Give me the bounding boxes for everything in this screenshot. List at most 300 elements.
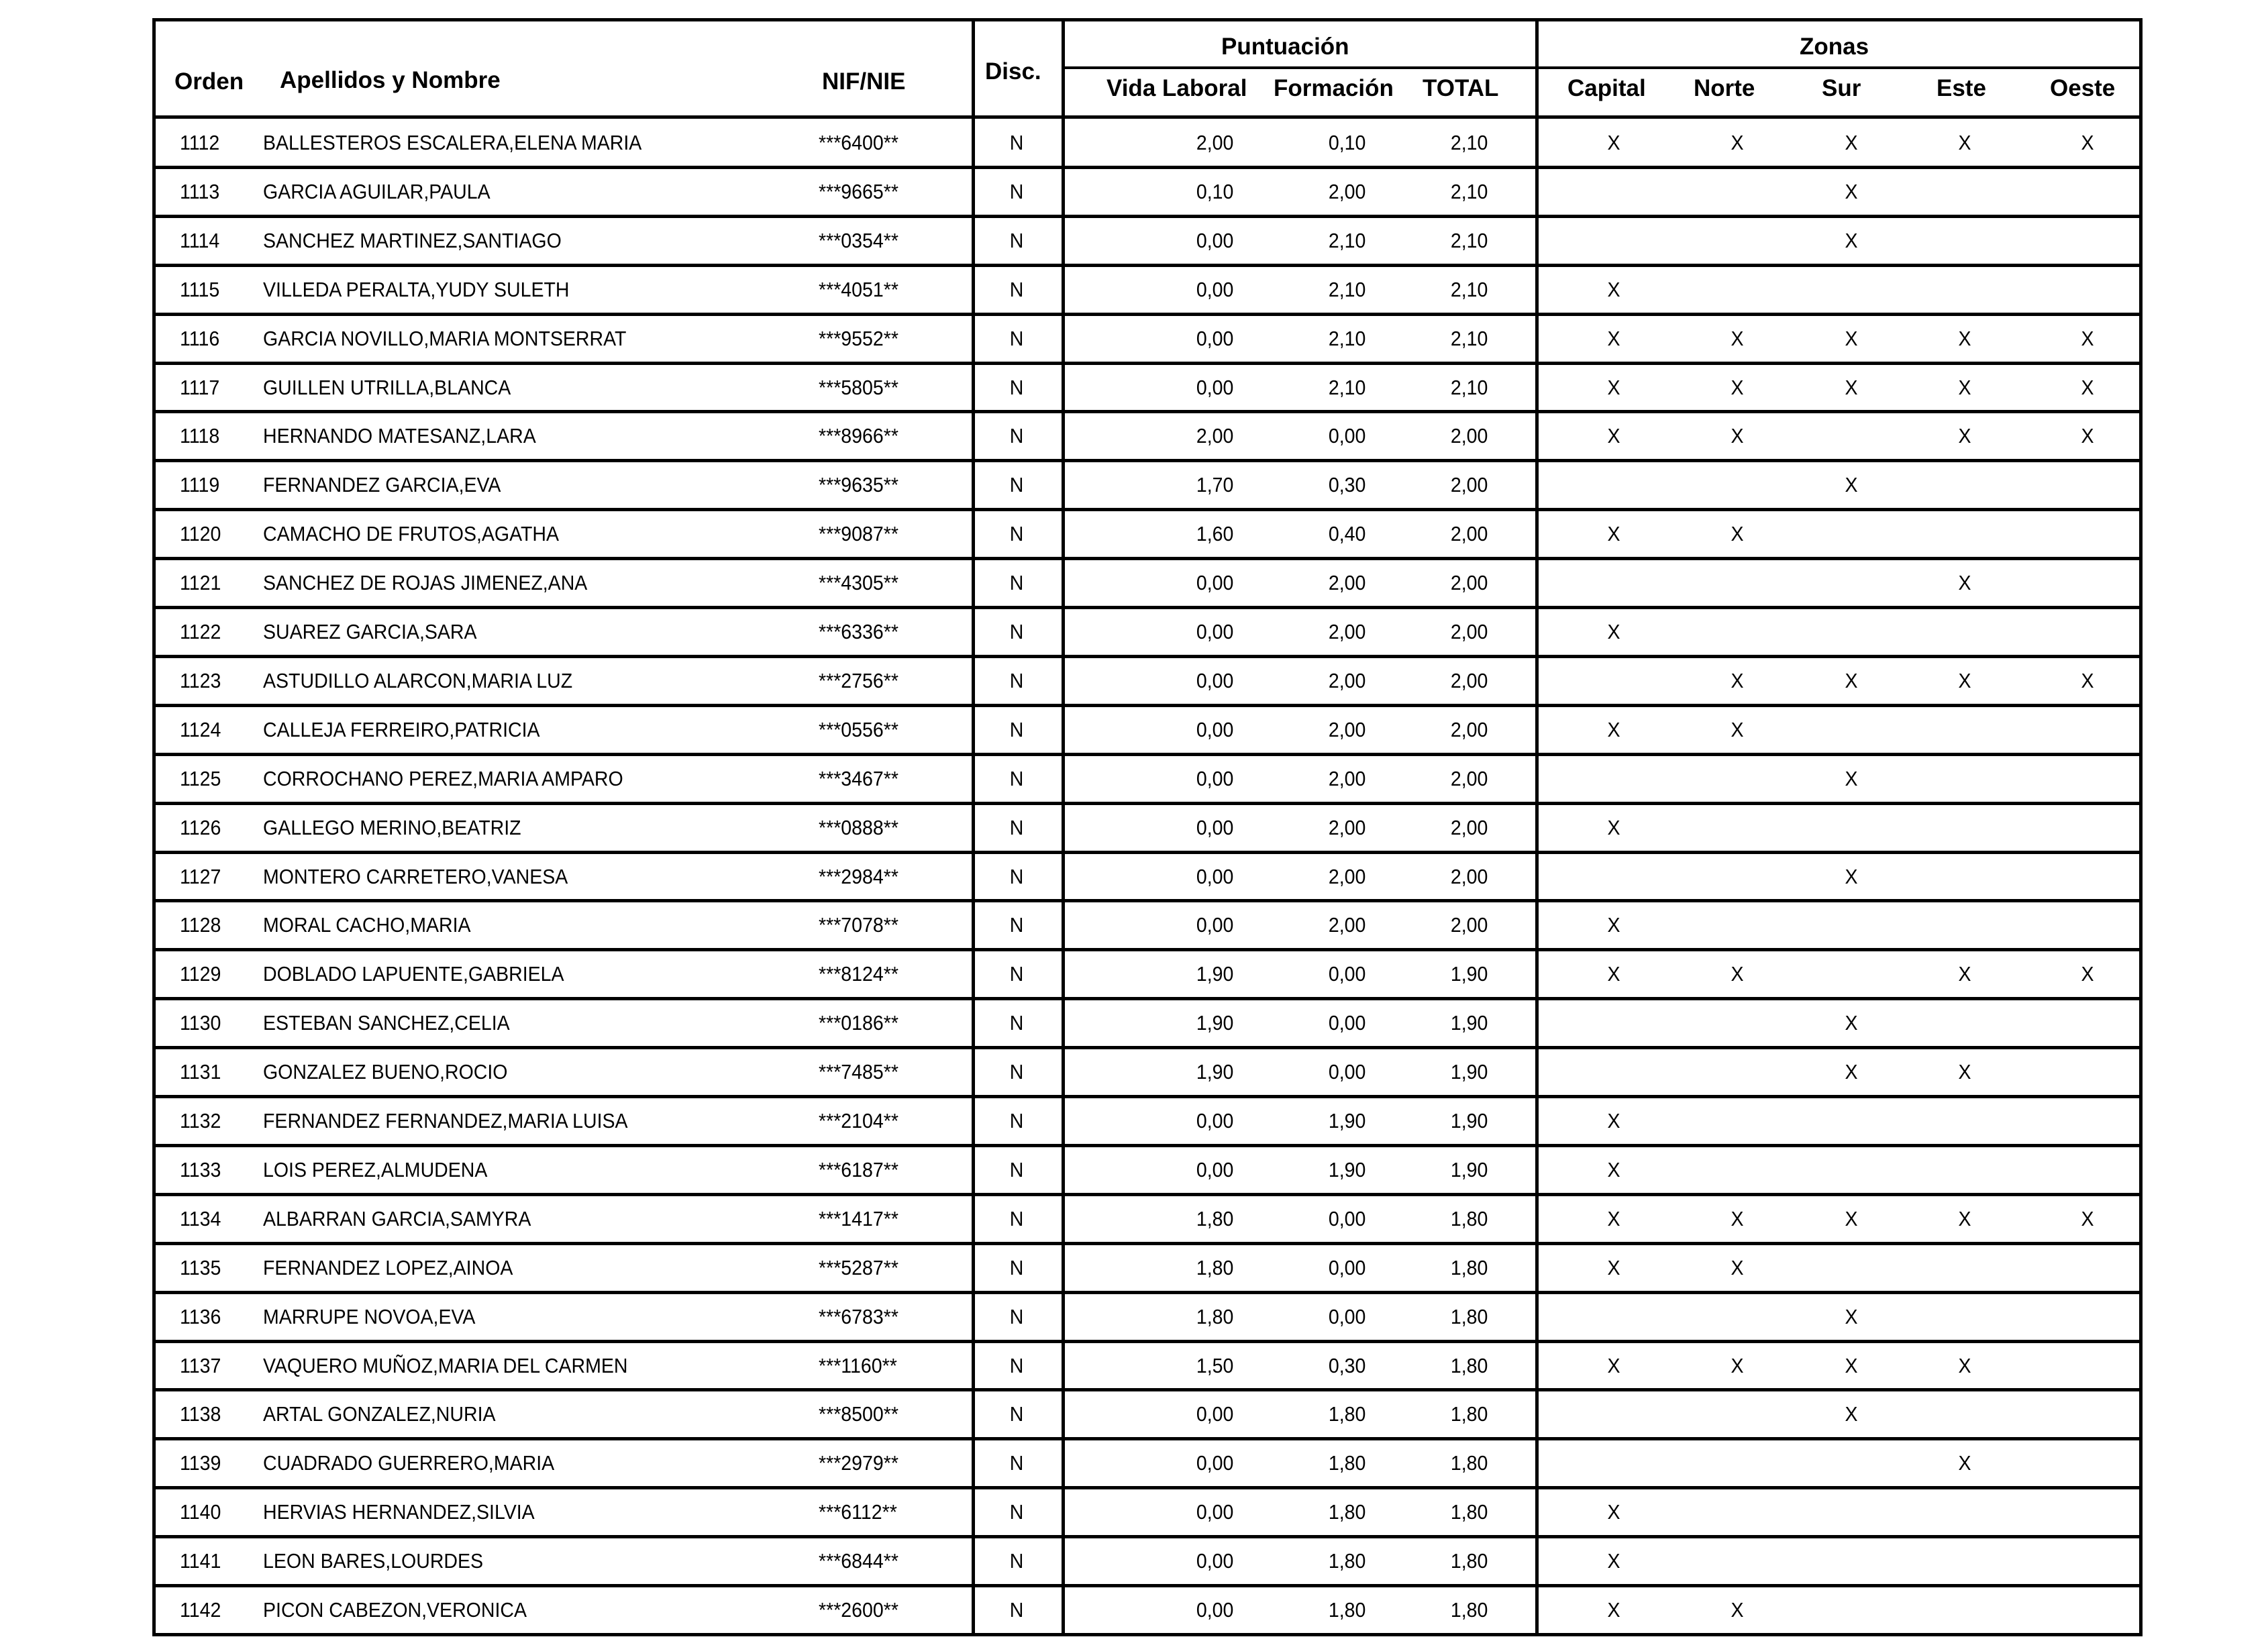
row-vida-laboral: 1,70 (1196, 473, 1233, 497)
row-disc: N (1009, 1206, 1024, 1230)
row-este: X (1958, 131, 1971, 154)
row-capital: X (1607, 522, 1620, 546)
row-nif: ***0186** (819, 1011, 898, 1035)
row-vida-laboral: 0,00 (1196, 1402, 1233, 1426)
row-disc: N (1009, 424, 1024, 448)
row-nif: ***7485** (819, 1060, 898, 1084)
row-vida-laboral: 0,00 (1196, 326, 1233, 350)
row-formacion: 2,00 (1328, 864, 1365, 888)
row-total: 1,80 (1450, 1598, 1488, 1622)
row-disc: N (1009, 179, 1024, 203)
table-row (156, 1293, 2139, 1342)
row-vida-laboral: 0,00 (1196, 1549, 1233, 1573)
row-disc: N (1009, 1157, 1024, 1181)
row-nombre: FERNANDEZ GARCIA,EVA (263, 473, 501, 497)
row-nombre: SANCHEZ DE ROJAS JIMENEZ,ANA (263, 571, 588, 595)
row-norte: X (1731, 962, 1744, 986)
row-disc: N (1009, 1451, 1024, 1475)
row-formacion: 2,00 (1328, 179, 1365, 203)
row-orden: 1115 (180, 277, 220, 301)
row-oeste: X (2081, 326, 2094, 350)
row-nif: ***6112** (819, 1500, 897, 1524)
row-nif: ***5287** (819, 1255, 898, 1279)
row-formacion: 0,00 (1328, 962, 1365, 986)
row-orden: 1119 (180, 473, 220, 497)
row-total: 1,80 (1450, 1402, 1488, 1426)
row-vida-laboral: 0,00 (1196, 1451, 1233, 1475)
row-nif: ***9665** (819, 179, 898, 203)
row-nombre: LOIS PEREZ,ALMUDENA (263, 1157, 488, 1181)
row-total: 2,00 (1450, 717, 1488, 741)
row-sur: X (1845, 1304, 1858, 1328)
row-vida-laboral: 2,00 (1196, 131, 1233, 154)
table-row (156, 1146, 2139, 1195)
row-nombre: GARCIA NOVILLO,MARIA MONTSERRAT (263, 326, 627, 350)
row-orden: 1127 (180, 864, 221, 888)
row-sur: X (1845, 864, 1858, 888)
row-total: 2,10 (1450, 131, 1488, 154)
row-este: X (1958, 571, 1971, 595)
row-disc: N (1009, 815, 1024, 839)
row-vida-laboral: 0,00 (1196, 620, 1233, 643)
header-disc: Disc. (985, 58, 1041, 85)
row-nombre: CORROCHANO PEREZ,MARIA AMPARO (263, 766, 623, 790)
row-oeste: X (2081, 375, 2094, 399)
row-nif: ***6844** (819, 1549, 898, 1573)
row-vida-laboral: 0,00 (1196, 864, 1233, 888)
row-vida-laboral: 1,90 (1196, 1060, 1233, 1084)
header-formacion: Formación (1274, 75, 1394, 101)
row-formacion: 2,00 (1328, 620, 1365, 643)
row-total: 2,00 (1450, 522, 1488, 546)
row-capital: X (1607, 1500, 1620, 1524)
row-nombre: CAMACHO DE FRUTOS,AGATHA (263, 522, 560, 546)
row-orden: 1117 (180, 375, 220, 399)
header-norte: Norte (1694, 75, 1755, 101)
row-disc: N (1009, 913, 1024, 937)
row-vida-laboral: 2,00 (1196, 424, 1233, 448)
table-row (156, 461, 2139, 510)
row-sur: X (1845, 326, 1858, 350)
row-formacion: 2,10 (1328, 277, 1365, 301)
row-norte: X (1731, 668, 1744, 692)
row-capital: X (1607, 131, 1620, 154)
row-nombre: DOBLADO LAPUENTE,GABRIELA (263, 962, 564, 986)
row-orden: 1112 (180, 131, 220, 154)
row-disc: N (1009, 571, 1024, 595)
row-nombre: PICON CABEZON,VERONICA (263, 1598, 527, 1622)
row-este: X (1958, 1060, 1971, 1084)
row-formacion: 2,10 (1328, 375, 1365, 399)
row-disc: N (1009, 228, 1024, 252)
table-row (156, 168, 2139, 217)
row-este: X (1958, 962, 1971, 986)
row-norte: X (1731, 1255, 1744, 1279)
row-capital: X (1607, 1109, 1620, 1132)
row-vida-laboral: 1,60 (1196, 522, 1233, 546)
row-orden: 1140 (180, 1500, 221, 1524)
row-formacion: 2,00 (1328, 668, 1365, 692)
row-nif: ***1160** (819, 1353, 897, 1377)
row-nombre: CUADRADO GUERRERO,MARIA (263, 1451, 555, 1475)
row-nombre: ESTEBAN SANCHEZ,CELIA (263, 1011, 510, 1035)
row-nombre: GONZALEZ BUENO,ROCIO (263, 1060, 508, 1084)
row-capital: X (1607, 717, 1620, 741)
row-orden: 1139 (180, 1451, 221, 1475)
row-total: 2,10 (1450, 326, 1488, 350)
header-subdivider (1062, 66, 2139, 69)
row-nombre: MORAL CACHO,MARIA (263, 913, 471, 937)
row-orden: 1137 (180, 1353, 221, 1377)
row-orden: 1142 (180, 1598, 221, 1622)
row-total: 1,80 (1450, 1255, 1488, 1279)
table-row (156, 266, 2139, 315)
row-nombre: GALLEGO MERINO,BEATRIZ (263, 815, 521, 839)
row-formacion: 0,30 (1328, 1353, 1365, 1377)
row-formacion: 0,00 (1328, 1304, 1365, 1328)
row-disc: N (1009, 1598, 1024, 1622)
row-capital: X (1607, 1353, 1620, 1377)
table-row (156, 1244, 2139, 1293)
row-nif: ***8500** (819, 1402, 898, 1426)
row-nif: ***9552** (819, 326, 898, 350)
row-total: 1,90 (1450, 1157, 1488, 1181)
row-orden: 1134 (180, 1206, 221, 1230)
row-orden: 1133 (180, 1157, 221, 1181)
row-nif: ***0354** (819, 228, 898, 252)
row-total: 2,10 (1450, 277, 1488, 301)
row-norte: X (1731, 131, 1744, 154)
row-sur: X (1845, 1206, 1858, 1230)
row-nif: ***2104** (819, 1109, 898, 1132)
table-row (156, 1586, 2139, 1635)
row-formacion: 0,40 (1328, 522, 1365, 546)
row-norte: X (1731, 326, 1744, 350)
header-este: Este (1937, 75, 1986, 101)
row-formacion: 0,00 (1328, 1011, 1365, 1035)
row-norte: X (1731, 1598, 1744, 1622)
row-nif: ***9635** (819, 473, 898, 497)
header-orden: Orden (174, 68, 244, 95)
row-sur: X (1845, 668, 1858, 692)
row-este: X (1958, 375, 1971, 399)
row-orden: 1121 (180, 571, 221, 595)
row-nombre: VAQUERO MUÑOZ,MARIA DEL CARMEN (263, 1353, 628, 1377)
row-formacion: 1,80 (1328, 1549, 1365, 1573)
header-nombre: Apellidos y Nombre (280, 67, 501, 93)
header-oeste: Oeste (2050, 75, 2116, 101)
row-orden: 1130 (180, 1011, 221, 1035)
row-vida-laboral: 1,50 (1196, 1353, 1233, 1377)
row-formacion: 2,10 (1328, 228, 1365, 252)
row-total: 2,10 (1450, 179, 1488, 203)
row-total: 2,00 (1450, 424, 1488, 448)
row-total: 1,90 (1450, 1109, 1488, 1132)
row-formacion: 0,00 (1328, 1060, 1365, 1084)
row-vida-laboral: 0,00 (1196, 766, 1233, 790)
row-formacion: 2,00 (1328, 571, 1365, 595)
row-nif: ***9087** (819, 522, 898, 546)
row-disc: N (1009, 1402, 1024, 1426)
table-row (156, 755, 2139, 804)
row-vida-laboral: 0,00 (1196, 571, 1233, 595)
row-formacion: 1,80 (1328, 1598, 1365, 1622)
row-nif: ***5805** (819, 375, 898, 399)
row-total: 1,80 (1450, 1304, 1488, 1328)
row-total: 1,90 (1450, 1060, 1488, 1084)
row-disc: N (1009, 326, 1024, 350)
row-vida-laboral: 0,00 (1196, 1598, 1233, 1622)
header-capital: Capital (1567, 75, 1646, 101)
table-row (156, 217, 2139, 266)
row-capital: X (1607, 815, 1620, 839)
row-disc: N (1009, 1500, 1024, 1524)
row-capital: X (1607, 1255, 1620, 1279)
row-vida-laboral: 0,10 (1196, 179, 1233, 203)
table-row (156, 1342, 2139, 1391)
row-orden: 1124 (180, 717, 221, 741)
row-nif: ***2979** (819, 1451, 898, 1475)
row-total: 2,00 (1450, 620, 1488, 643)
table-row (156, 412, 2139, 461)
row-nombre: ARTAL GONZALEZ,NURIA (263, 1402, 496, 1426)
row-orden: 1126 (180, 815, 221, 839)
row-nombre: HERVIAS HERNANDEZ,SILVIA (263, 1500, 535, 1524)
row-nif: ***4051** (819, 277, 898, 301)
row-total: 2,00 (1450, 864, 1488, 888)
row-norte: X (1731, 375, 1744, 399)
row-nif: ***4305** (819, 571, 898, 595)
row-este: X (1958, 424, 1971, 448)
row-capital: X (1607, 1206, 1620, 1230)
row-vida-laboral: 0,00 (1196, 717, 1233, 741)
row-sur: X (1845, 473, 1858, 497)
row-total: 2,00 (1450, 571, 1488, 595)
row-oeste: X (2081, 1206, 2094, 1230)
row-nombre: ASTUDILLO ALARCON,MARIA LUZ (263, 668, 573, 692)
row-vida-laboral: 0,00 (1196, 1157, 1233, 1181)
row-vida-laboral: 0,00 (1196, 1500, 1233, 1524)
row-disc: N (1009, 375, 1024, 399)
row-disc: N (1009, 620, 1024, 643)
row-total: 2,10 (1450, 228, 1488, 252)
row-capital: X (1607, 277, 1620, 301)
row-nombre: CALLEJA FERREIRO,PATRICIA (263, 717, 540, 741)
row-nif: ***0888** (819, 815, 898, 839)
row-orden: 1122 (180, 620, 221, 643)
row-nombre: SUAREZ GARCIA,SARA (263, 620, 477, 643)
row-disc: N (1009, 1255, 1024, 1279)
row-nif: ***1417** (819, 1206, 898, 1230)
row-orden: 1136 (180, 1304, 221, 1328)
row-total: 2,00 (1450, 913, 1488, 937)
row-disc: N (1009, 1353, 1024, 1377)
row-formacion: 0,10 (1328, 131, 1365, 154)
row-disc: N (1009, 717, 1024, 741)
row-orden: 1118 (180, 424, 220, 448)
table-row (156, 1488, 2139, 1537)
row-formacion: 0,30 (1328, 473, 1365, 497)
row-nif: ***6400** (819, 131, 898, 154)
table-row (156, 1048, 2139, 1097)
table-row (156, 608, 2139, 657)
row-nif: ***2600** (819, 1598, 898, 1622)
header-vida-laboral: Vida Laboral (1106, 75, 1247, 101)
row-norte: X (1731, 717, 1744, 741)
row-vida-laboral: 1,90 (1196, 1011, 1233, 1035)
row-oeste: X (2081, 668, 2094, 692)
row-formacion: 1,90 (1328, 1109, 1365, 1132)
table-row (156, 315, 2139, 364)
row-vida-laboral: 1,80 (1196, 1255, 1233, 1279)
row-vida-laboral: 1,80 (1196, 1304, 1233, 1328)
row-este: X (1958, 326, 1971, 350)
row-orden: 1116 (180, 326, 220, 350)
row-disc: N (1009, 1011, 1024, 1035)
row-capital: X (1607, 913, 1620, 937)
row-nombre: FERNANDEZ FERNANDEZ,MARIA LUISA (263, 1109, 628, 1132)
row-total: 1,90 (1450, 1011, 1488, 1035)
row-sur: X (1845, 1060, 1858, 1084)
row-nif: ***8124** (819, 962, 898, 986)
table-row (156, 364, 2139, 413)
row-este: X (1958, 1451, 1971, 1475)
row-nif: ***2756** (819, 668, 898, 692)
row-orden: 1128 (180, 913, 221, 937)
row-vida-laboral: 0,00 (1196, 1109, 1233, 1132)
row-norte: X (1731, 522, 1744, 546)
row-sur: X (1845, 1402, 1858, 1426)
table-row (156, 559, 2139, 608)
row-formacion: 2,00 (1328, 913, 1365, 937)
table-row (156, 510, 2139, 559)
row-sur: X (1845, 179, 1858, 203)
row-orden: 1114 (180, 228, 220, 252)
results-table (152, 18, 2143, 1636)
row-este: X (1958, 1353, 1971, 1377)
row-vida-laboral: 0,00 (1196, 668, 1233, 692)
row-nif: ***0556** (819, 717, 898, 741)
row-disc: N (1009, 1304, 1024, 1328)
row-vida-laboral: 0,00 (1196, 277, 1233, 301)
row-oeste: X (2081, 424, 2094, 448)
row-total: 1,80 (1450, 1549, 1488, 1573)
row-formacion: 1,80 (1328, 1500, 1365, 1524)
row-formacion: 1,90 (1328, 1157, 1365, 1181)
row-formacion: 1,80 (1328, 1451, 1365, 1475)
row-disc: N (1009, 1549, 1024, 1573)
row-vida-laboral: 0,00 (1196, 375, 1233, 399)
row-sur: X (1845, 131, 1858, 154)
row-capital: X (1607, 1157, 1620, 1181)
row-orden: 1129 (180, 962, 221, 986)
row-nombre: ALBARRAN GARCIA,SAMYRA (263, 1206, 531, 1230)
table-row (156, 706, 2139, 755)
table-row (156, 657, 2139, 706)
row-formacion: 0,00 (1328, 1206, 1365, 1230)
row-sur: X (1845, 1353, 1858, 1377)
row-nombre: GARCIA AGUILAR,PAULA (263, 179, 491, 203)
row-formacion: 2,10 (1328, 326, 1365, 350)
row-orden: 1123 (180, 668, 221, 692)
row-formacion: 2,00 (1328, 815, 1365, 839)
row-total: 2,10 (1450, 375, 1488, 399)
row-orden: 1138 (180, 1402, 221, 1426)
row-capital: X (1607, 962, 1620, 986)
header-puntuacion: Puntuación (1221, 34, 1349, 60)
row-capital: X (1607, 620, 1620, 643)
row-formacion: 0,00 (1328, 424, 1365, 448)
row-orden: 1125 (180, 766, 221, 790)
row-capital: X (1607, 326, 1620, 350)
row-nombre: VILLEDA PERALTA,YUDY SULETH (263, 277, 570, 301)
table-row (156, 1537, 2139, 1586)
row-nombre: MARRUPE NOVOA,EVA (263, 1304, 476, 1328)
row-nombre: SANCHEZ MARTINEZ,SANTIAGO (263, 228, 562, 252)
row-capital: X (1607, 424, 1620, 448)
table-row (156, 901, 2139, 950)
table-row (156, 119, 2139, 168)
row-vida-laboral: 0,00 (1196, 815, 1233, 839)
row-disc: N (1009, 864, 1024, 888)
row-sur: X (1845, 766, 1858, 790)
row-total: 1,80 (1450, 1451, 1488, 1475)
row-vida-laboral: 1,80 (1196, 1206, 1233, 1230)
row-disc: N (1009, 131, 1024, 154)
table-row (156, 950, 2139, 999)
row-oeste: X (2081, 131, 2094, 154)
row-este: X (1958, 668, 1971, 692)
table-row (156, 1097, 2139, 1146)
header-total: TOTAL (1423, 75, 1499, 101)
row-disc: N (1009, 1109, 1024, 1132)
row-norte: X (1731, 424, 1744, 448)
row-vida-laboral: 1,90 (1196, 962, 1233, 986)
table-row (156, 1195, 2139, 1244)
table-row (156, 1390, 2139, 1439)
row-nif: ***7078** (819, 913, 898, 937)
row-nif: ***2984** (819, 864, 898, 888)
row-vida-laboral: 0,00 (1196, 228, 1233, 252)
row-sur: X (1845, 228, 1858, 252)
row-nif: ***8966** (819, 424, 898, 448)
row-sur: X (1845, 1011, 1858, 1035)
table-row (156, 853, 2139, 902)
row-oeste: X (2081, 962, 2094, 986)
header-nif: NIF/NIE (822, 68, 906, 95)
row-total: 1,90 (1450, 962, 1488, 986)
table-row (156, 999, 2139, 1048)
row-total: 2,00 (1450, 766, 1488, 790)
row-sur: X (1845, 375, 1858, 399)
header-sur: Sur (1822, 75, 1861, 101)
row-total: 2,00 (1450, 668, 1488, 692)
row-nombre: MONTERO CARRETERO,VANESA (263, 864, 568, 888)
row-formacion: 0,00 (1328, 1255, 1365, 1279)
row-disc: N (1009, 766, 1024, 790)
row-orden: 1132 (180, 1109, 221, 1132)
row-orden: 1141 (180, 1549, 221, 1573)
row-total: 1,80 (1450, 1353, 1488, 1377)
row-nombre: BALLESTEROS ESCALERA,ELENA MARIA (263, 131, 642, 154)
row-nif: ***6783** (819, 1304, 898, 1328)
row-orden: 1131 (180, 1060, 221, 1084)
row-orden: 1135 (180, 1255, 221, 1279)
row-capital: X (1607, 1549, 1620, 1573)
row-nombre: HERNANDO MATESANZ,LARA (263, 424, 536, 448)
row-disc: N (1009, 277, 1024, 301)
row-vida-laboral: 0,00 (1196, 913, 1233, 937)
